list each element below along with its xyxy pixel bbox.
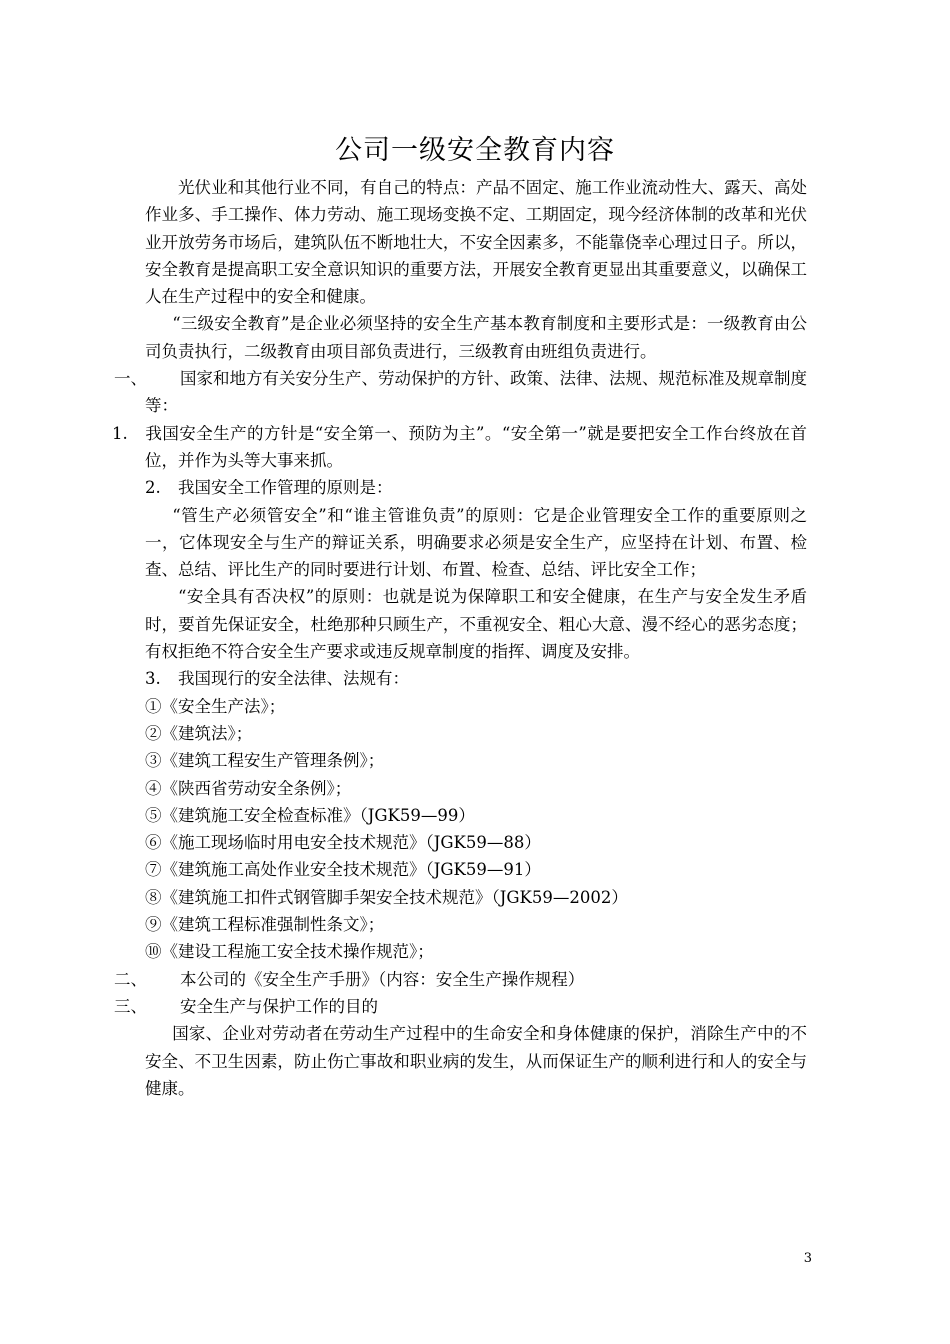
section-1-item-3: [145, 665, 807, 692]
section-3-paragraph: 国家、企业对劳动者在劳动生产过程中的生命安全和身体健康的保护，消除生产中的不安全、不卫生因素，防止伤亡事故和职业病的发生，从而保证生产的顺利进行和人的安全与健康。: [145, 1024, 807, 1098]
law-item: ⑦《建筑施工高处作业安全技术规范》（JGK59—91）: [145, 860, 541, 880]
section-2-marker: 二、: [114, 969, 147, 989]
law-item: ③《建筑工程安生产管理条例》；: [145, 751, 385, 771]
intro-paragraph-1: 光伏业和其他行业不同，有自己的特点：产品不固定、施工作业流动性大、露天、高处作业多、手工操作、体力劳动、施工现场变换不定、工期固定，现今经济体制的改革和光伏业开放劳务市场后，建筑队伍不断地壮大，不安全因素多，不能靠侥幸心理过日子。所以，安全教育是提高职工安全意识知识的重要方法，开展安全教育更显出其重要意义，以确保工人在生产过程中的安全和健康。: [145, 178, 807, 307]
section-1-marker: 一、: [114, 369, 147, 389]
principle-paragraph-2: “安全具有否决权”的原则：也就是说为保障职工和安全健康，在生产与安全发生矛盾时，要首先保证安全，杜绝那种只顾生产，不重视安全、粗心大意、漫不经心的恶劣态度；有权拒绝不符合安全生产要求或违反规章制度的指挥、调度及安排。: [145, 587, 807, 662]
section-1-text: 国家和地方有关安分生产、劳动保护的方针、政策、法律、法规、规范标准及规章制度等：: [145, 369, 807, 416]
law-item: ⑤《建筑施工安全检查标准》（JGK59—99）: [145, 805, 475, 825]
section-1-item-2: [145, 474, 807, 501]
law-item: ⑨《建筑工程标准强制性条文》；: [145, 915, 385, 935]
law-item: ⑧《建筑施工扣件式钢管脚手架安全技术规范》（JGK59—2002）: [145, 887, 628, 907]
item-1-marker: 1.: [112, 423, 128, 443]
section-3-heading: [114, 993, 807, 1020]
item-1-text: 我国安全生产的方针是“安全第一、预防为主”。“安全第一”就是要把安全工作台终放在首位，并作为头等大事来抓。: [145, 423, 807, 470]
law-item: ⑥《施工现场临时用电安全技术规范》（JGK59—88）: [145, 833, 541, 853]
section-3-text: 安全生产与保护工作的目的: [180, 996, 378, 1016]
law-item: ②《建筑法》；: [145, 723, 253, 743]
section-3-marker: 三、: [114, 996, 147, 1016]
law-item: ④《陕西省劳动安全条例》；: [145, 778, 352, 798]
item-2-marker: 2.: [145, 478, 161, 498]
principle-paragraph-1: “管生产必须管安全”和“谁主管谁负责”的原则：它是企业管理安全工作的重要原则之一，它体现安全与生产的辩证关系，明确要求必须是安全生产，应坚持在计划、布置、检查、总结、评比生产的同时要进行计划、布置、检查、总结、评比安全工作；: [145, 505, 807, 580]
item-2-text: 我国安全工作管理的原则是：: [178, 478, 393, 498]
law-item: ①《安全生产法》；: [145, 696, 286, 716]
law-item: ⑩《建设工程施工安全技术操作规范》；: [145, 942, 434, 962]
document-title: 公司一级安全教育内容: [335, 135, 615, 166]
section-2-heading: [114, 966, 807, 993]
section-1-item-1: [112, 420, 807, 475]
item-3-text: 我国现行的安全法律、法规有：: [178, 669, 409, 689]
page-number: 3: [803, 1251, 812, 1266]
document-body: [112, 174, 807, 1102]
section-1-heading: [114, 365, 807, 420]
section-2-text: 本公司的《安全生产手册》（内容：安全生产操作规程）: [180, 969, 585, 989]
intro-paragraph-2: “三级安全教育”是企业必须坚持的安全生产基本教育制度和主要形式是：一级教育由公司负责执行，二级教育由项目部负责进行，三级教育由班组负责进行。: [145, 314, 807, 361]
item-3-marker: 3.: [145, 669, 161, 689]
